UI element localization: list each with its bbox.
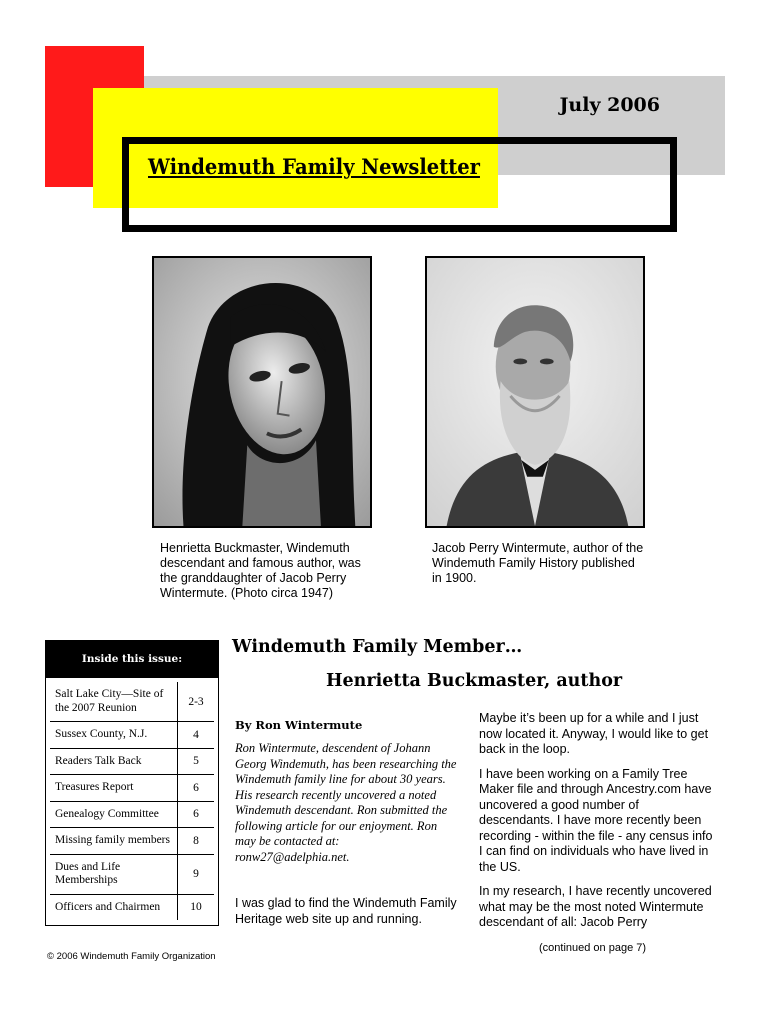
- table-of-contents: [45, 677, 219, 926]
- toc-item-page: 2-3: [188, 695, 204, 708]
- toc-item-title: Missing family members: [50, 828, 178, 854]
- toc-item-page: 4: [193, 728, 199, 741]
- toc-item-page: 9: [193, 868, 199, 880]
- portrait-woman-illustration: [154, 258, 370, 526]
- toc-item-title: Readers Talk Back: [50, 749, 178, 775]
- author-bio: Ron Wintermute, descendent of Johann Georg Windemuth, has been researching the Windemuth family line for about 30 years. His research recently uncovered a noted Windemuth descendant. Ron submitted the following article for our enjoyment. Ron may be contacted at: ronw27@adelphia.net.: [235, 741, 457, 864]
- photo-caption-right: Jacob Perry Wintermute, author of the Windemuth Family History published in 1900.: [432, 541, 644, 585]
- article-paragraph: In my research, I have recently uncovered what may be the most noted Wintermute descendant of all: Jacob Perry: [479, 884, 712, 929]
- toc-item-page: 5: [193, 755, 199, 768]
- newsletter-title: Windemuth Family Newsletter: [148, 154, 480, 179]
- issue-date: July 2006: [559, 94, 660, 116]
- toc-item-title: Treasures Report: [50, 775, 178, 801]
- toc-row[interactable]: [50, 801, 214, 828]
- continued-note[interactable]: (continued on page 7): [539, 942, 647, 954]
- photo-jacob-perry-wintermute: [425, 256, 645, 528]
- toc-row[interactable]: [50, 854, 214, 894]
- toc-item-page: 8: [193, 834, 199, 847]
- toc-item-title: Dues and Life Memberships: [50, 855, 178, 894]
- article-right-column: [479, 711, 714, 940]
- toc-row[interactable]: [50, 682, 214, 721]
- toc-row[interactable]: [50, 894, 214, 921]
- article-paragraph: Maybe it’s been up for a while and I just now located it. Anyway, I would like to get back in the loop.: [479, 711, 709, 756]
- article-subhead: Henrietta Buckmaster, author: [326, 671, 623, 691]
- toc-item-page: 6: [193, 781, 199, 794]
- copyright-notice: © 2006 Windemuth Family Organization: [47, 951, 216, 962]
- toc-item-title: Genealogy Committee: [50, 802, 178, 828]
- masthead-black-frame: [122, 137, 677, 232]
- toc-row[interactable]: [50, 721, 214, 748]
- portrait-man-illustration: [427, 258, 643, 526]
- toc-row[interactable]: [50, 827, 214, 854]
- toc-item-title: Sussex County, N.J.: [50, 722, 178, 748]
- toc-row[interactable]: [50, 748, 214, 775]
- toc-row[interactable]: [50, 774, 214, 801]
- article-intro-paragraph: I was glad to find the Windemuth Family Heritage web site up and running.: [235, 896, 457, 926]
- inside-this-issue-header: Inside this issue:: [45, 640, 219, 677]
- toc-item-page: 10: [190, 901, 202, 914]
- article-byline: By Ron Wintermute: [235, 718, 363, 732]
- toc-item-title: Officers and Chairmen: [50, 895, 178, 921]
- article-paragraph: I have been working on a Family Tree Maker file and through Ancestry.com have uncovered a good number of descendants. I have more recently been recording - within the file - any census info I can find on individuals who have lived in the US.: [479, 766, 713, 874]
- article-headline: Windemuth Family Member…: [232, 637, 523, 657]
- photo-henrietta-buckmaster: [152, 256, 372, 528]
- toc-item-page: 6: [193, 808, 199, 821]
- toc-item-title: Salt Lake City—Site of the 2007 Reunion: [50, 682, 178, 721]
- photo-caption-left: Henrietta Buckmaster, Windemuth descendant and famous author, was the granddaughter of Jacob Perry Wintermute. (Photo circa 1947): [160, 541, 361, 600]
